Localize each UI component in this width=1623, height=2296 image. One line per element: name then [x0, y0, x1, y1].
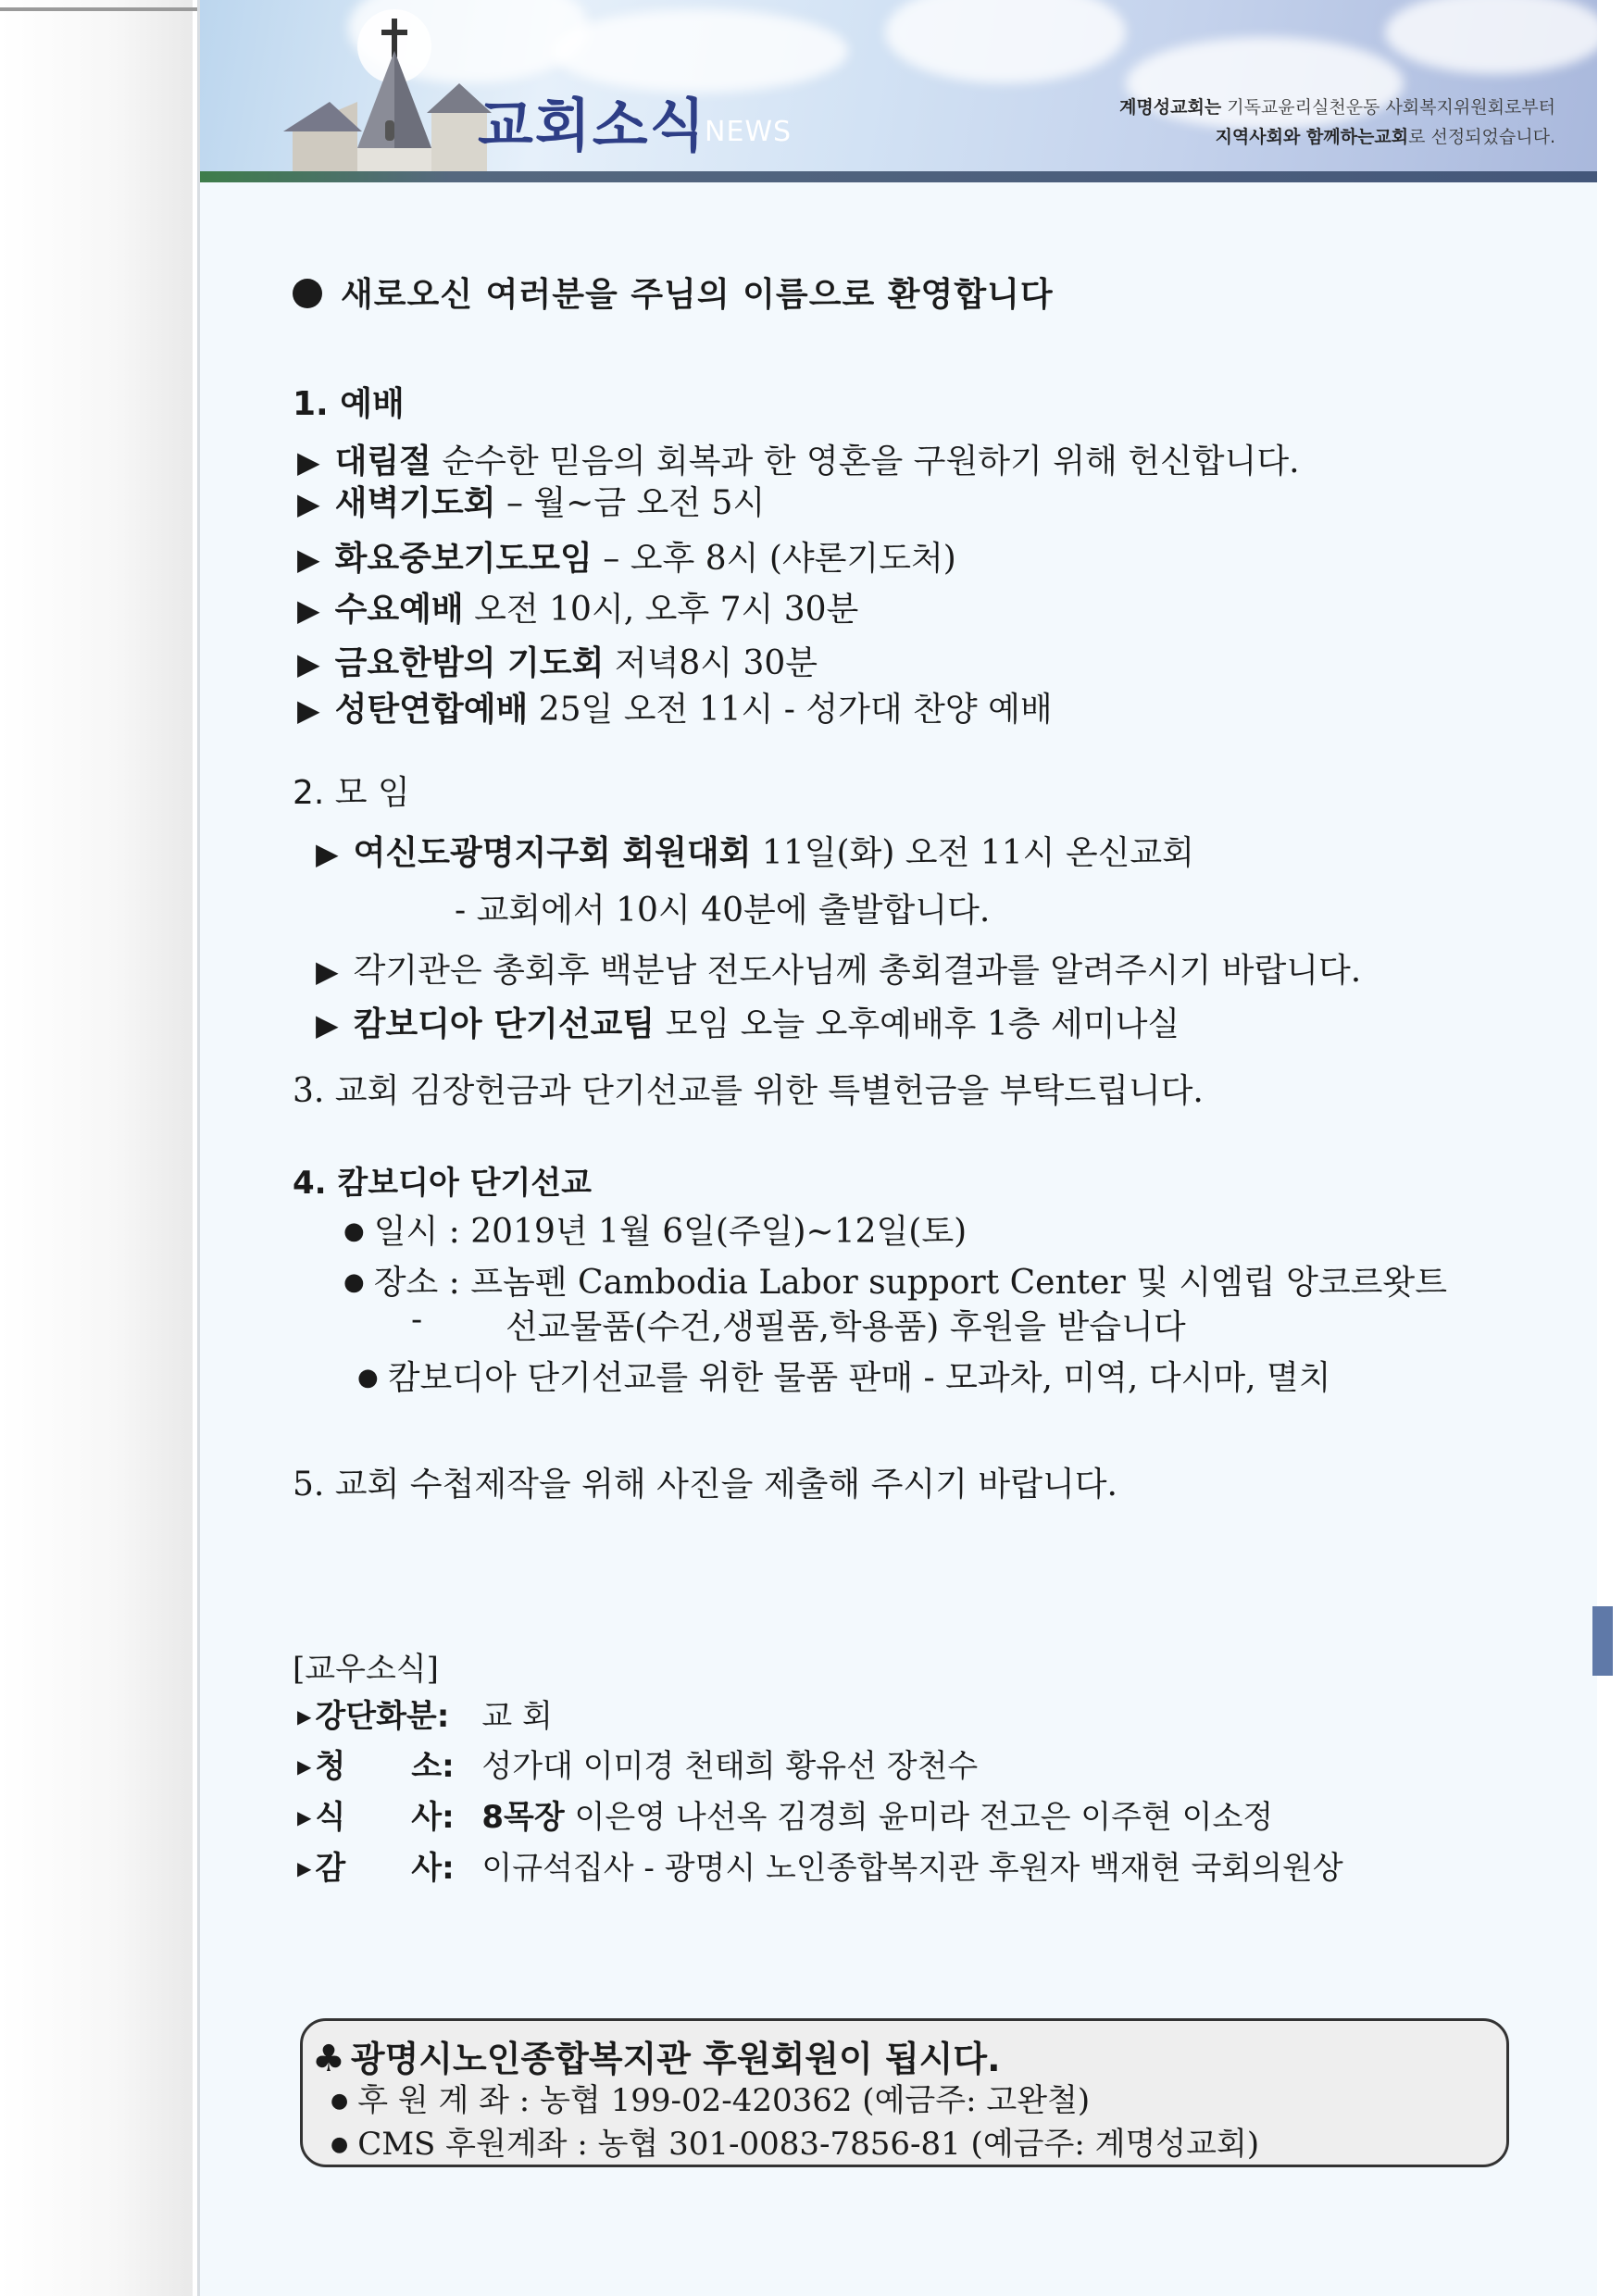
- bullet-dot-icon: ●: [357, 1364, 379, 1391]
- meeting-item-text: 모임 오늘 오후예배후 1층 세미나실: [655, 1005, 1180, 1043]
- members-row-label: 감 사:: [315, 1850, 455, 1887]
- scan-left-margin: [0, 0, 193, 2296]
- worship-item: [297, 477, 765, 524]
- scan-right-margin: [1597, 0, 1623, 2296]
- scan-fold-line: [0, 7, 198, 11]
- section-worship-heading: 1. 예배: [293, 385, 405, 423]
- bullet-dot-icon: ●: [343, 1217, 365, 1245]
- header-title: 교회소식: [478, 92, 707, 159]
- section-mission-heading: 4. 캄보디아 단기선교: [293, 1165, 592, 1202]
- worship-item-name: 수요예배: [334, 591, 464, 629]
- worship-item-name: 대림절: [334, 443, 431, 480]
- members-row-label: 청 소:: [315, 1748, 455, 1785]
- mission-sale-text: 캄보디아 단기선교를 위한 물품 판매 - 모과차, 미역, 다시마, 멸치: [387, 1359, 1331, 1397]
- members-row: [297, 1791, 1273, 1837]
- meeting-item-note: - 교회에서 10시 40분에 출발합니다.: [455, 892, 991, 930]
- mission-date-text: 일시 : 2019년 1월 6일(주일)~12일(토): [373, 1213, 968, 1251]
- members-row-value: 성가대 이미경 천태희 황유선 장천수: [481, 1748, 979, 1785]
- worship-item: [297, 583, 858, 630]
- mission-support: 선교물품(수건,생필품,학용품) 후원을 받습니다: [506, 1308, 1186, 1346]
- mission-place-text: 장소 : 프놈펜 Cambodia Labor support Center 및 시엠립 앙코르왓트: [373, 1264, 1447, 1302]
- bulletin-page: [197, 0, 1600, 2296]
- worship-item: [297, 683, 1053, 730]
- worship-item: [297, 637, 818, 684]
- worship-item-text: – 오후 8시 (샤론기도처): [592, 540, 956, 578]
- support-account: 후 원 계 좌 : 농협 199-02-420362 (예금주: 고완철): [357, 2082, 1091, 2119]
- worship-item-text: 25일 오전 11시 - 성가대 찬양 예배: [528, 691, 1053, 729]
- triangle-bullet-icon: ▶: [297, 1755, 312, 1778]
- worship-item-text: 순수한 믿음의 회복과 한 영혼을 구원하기 위해 헌신합니다.: [431, 443, 1300, 480]
- meeting-item-text: 각기관은 총회후 백분남 전도사님께 총회결과를 알려주시기 바랍니다.: [353, 952, 1362, 990]
- worship-item: [297, 435, 1300, 482]
- triangle-bullet-icon: ▶: [316, 1007, 339, 1042]
- meeting-item: [316, 944, 1361, 992]
- members-row-label: 식 사:: [315, 1799, 455, 1836]
- triangle-bullet-icon: ▶: [316, 954, 339, 989]
- worship-item-name: 새벽기도회: [334, 484, 496, 522]
- worship-item-name: 금요한밤의 기도회: [334, 644, 605, 682]
- header-note-line2: 로 선정되었습니다.: [1408, 127, 1555, 147]
- club-icon: ♣: [312, 2038, 345, 2080]
- section-photo: 5. 교회 수첩제작을 위해 사진을 제출해 주시기 바랍니다.: [293, 1466, 1117, 1504]
- worship-item-text: 저녁8시 30분: [604, 644, 818, 682]
- worship-item-name: 성탄연합예배: [334, 691, 529, 729]
- welcome-heading: [293, 268, 1054, 316]
- welcome-text: 새로오신 여러분을 주님의 이름으로 환영합니다: [341, 276, 1054, 314]
- members-row-group: 8목장: [481, 1799, 565, 1836]
- bullet-dot-icon: [293, 279, 322, 308]
- triangle-bullet-icon: ▶: [297, 542, 320, 577]
- meeting-item-text: 11일(화) 오전 11시 온신교회: [751, 834, 1194, 872]
- worship-item: [297, 532, 956, 580]
- support-account-row: [331, 2075, 1090, 2120]
- header-note-community: 지역사회와 함께하는교회: [1215, 127, 1409, 147]
- triangle-bullet-icon: ▶: [297, 646, 320, 681]
- mission-place: [343, 1256, 1447, 1304]
- meeting-item: [316, 827, 1194, 874]
- header-note-line1: 기독교윤리실천운동 사회복지위원회로부터: [1221, 97, 1555, 118]
- triangle-bullet-icon: ▶: [297, 1705, 312, 1728]
- section-meeting-heading: 2. 모 임: [293, 774, 410, 812]
- members-row: [297, 1691, 553, 1736]
- meeting-item-name: 여신도광명지구회 회원대회: [353, 834, 752, 872]
- triangle-bullet-icon: ▶: [297, 1857, 312, 1879]
- bullet-dot-icon: ●: [331, 2133, 349, 2156]
- bullet-dot-icon: ●: [343, 1268, 365, 1296]
- triangle-bullet-icon: ▶: [297, 593, 320, 628]
- triangle-bullet-icon: ▶: [297, 693, 320, 728]
- worship-item-text: 오전 10시, 오후 7시 30분: [463, 591, 859, 629]
- triangle-bullet-icon: ▶: [297, 1806, 312, 1828]
- worship-item-name: 화요중보기도모임: [334, 540, 593, 578]
- meeting-item-name: 캄보디아 단기선교팀: [353, 1005, 655, 1043]
- mission-sale: [357, 1352, 1331, 1399]
- triangle-bullet-icon: ▶: [297, 486, 320, 521]
- mission-dash: -: [411, 1301, 423, 1339]
- section-offering: 3. 교회 김장헌금과 단기선교를 위한 특별헌금을 부탁드립니다.: [293, 1072, 1204, 1110]
- announcements: [200, 0, 1600, 2296]
- triangle-bullet-icon: ▶: [316, 836, 339, 871]
- support-title-row: [312, 2030, 1001, 2081]
- header-title-en: NEWS: [705, 116, 793, 148]
- members-heading: [교우소식]: [293, 1651, 439, 1688]
- members-row-value: 이규석집사 - 광명시 노인종합복지관 후원자 백재현 국회의원상: [481, 1850, 1343, 1887]
- page-side-tab: [1592, 1606, 1613, 1676]
- triangle-bullet-icon: ▶: [297, 444, 320, 480]
- support-title: 광명시노인종합복지관 후원회원이 됩시다.: [350, 2039, 1001, 2079]
- members-row: [297, 1741, 978, 1786]
- members-row: [297, 1842, 1343, 1888]
- meeting-item: [316, 998, 1180, 1045]
- members-row-label: 강단화분:: [315, 1698, 450, 1735]
- mission-date: [343, 1205, 967, 1253]
- members-row-value: 교 회: [481, 1698, 553, 1735]
- support-cms-row: [331, 2118, 1259, 2164]
- header-note-church: 계명성교회는: [1119, 97, 1222, 118]
- support-box: [300, 2018, 1509, 2167]
- members-row-value: 이은영 나선옥 김경희 윤미라 전고은 이주현 이소정: [564, 1799, 1274, 1836]
- worship-item-text: – 월~금 오전 5시: [495, 484, 766, 522]
- bullet-dot-icon: ●: [331, 2090, 349, 2113]
- support-cms: CMS 후원계좌 : 농협 301-0083-7856-81 (예금주: 계명성교회): [357, 2126, 1260, 2163]
